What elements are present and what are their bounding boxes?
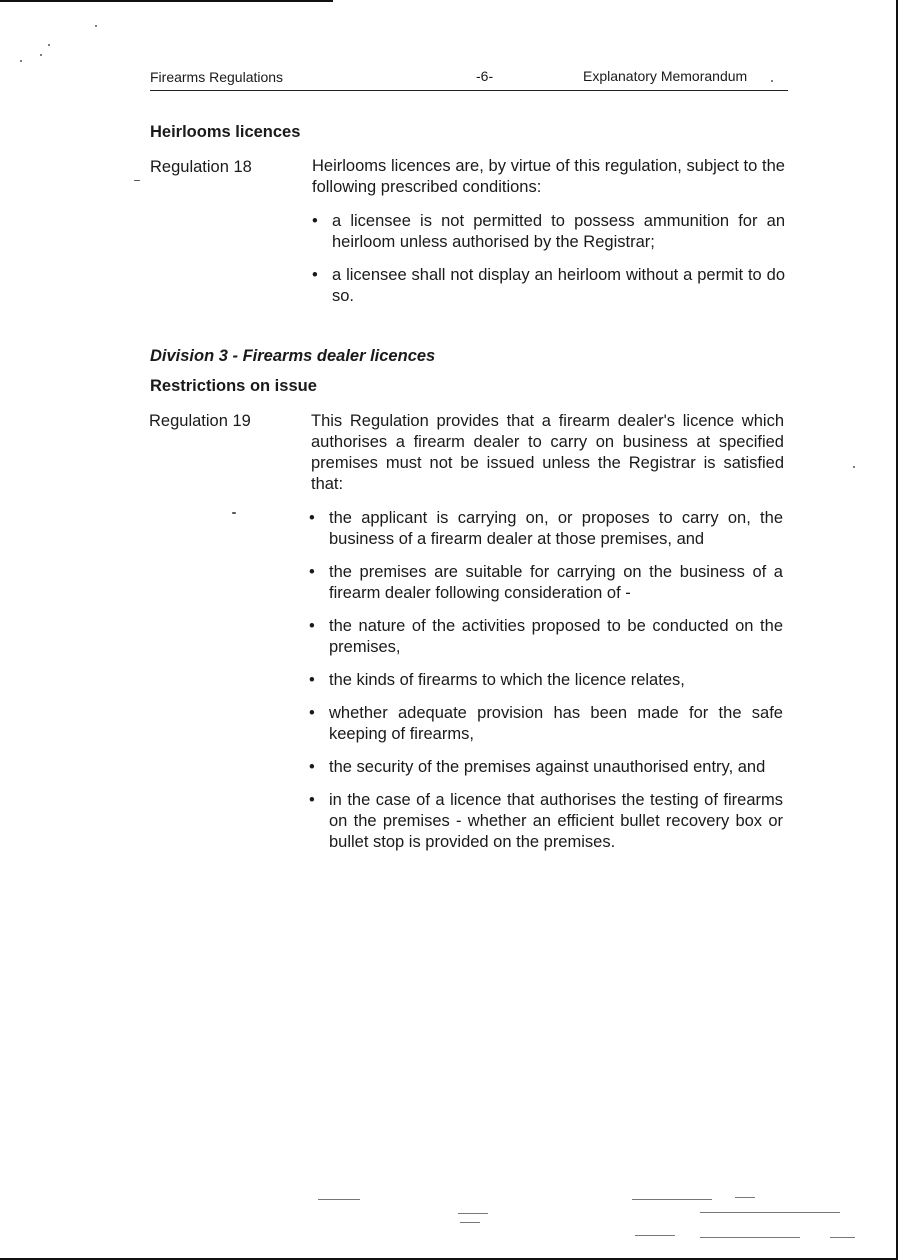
scan-artifact bbox=[735, 1197, 755, 1198]
heirlooms-heading: Heirlooms licences bbox=[150, 123, 301, 141]
bullet-glyph: • bbox=[309, 758, 315, 776]
list-item bbox=[309, 670, 783, 691]
scan-edge-top bbox=[0, 0, 333, 2]
regulation-19-label: Regulation 19 bbox=[149, 412, 251, 430]
page-header bbox=[150, 68, 788, 91]
scan-artifact bbox=[318, 1199, 360, 1200]
regulation-18-intro: Heirlooms licences are, by virtue of this regulation, subject to the following prescribed conditions: bbox=[312, 157, 785, 196]
scan-artifact bbox=[700, 1212, 840, 1213]
bullet-glyph: • bbox=[309, 671, 315, 689]
list-item-text: the kinds of firearms to which the licence relates, bbox=[329, 671, 685, 689]
regulation-18-conditions bbox=[312, 211, 785, 319]
list-item-text: whether adequate provision has been made for the safe keeping of firearms, bbox=[329, 704, 783, 743]
regulation-18-label: Regulation 18 bbox=[150, 158, 252, 176]
header-document-title: Firearms Regulations bbox=[150, 69, 284, 85]
list-item bbox=[312, 211, 785, 253]
header-section-title: Explanatory Memorandum bbox=[583, 68, 748, 84]
scan-artifact bbox=[635, 1235, 675, 1236]
list-item-text: the applicant is carrying on, or proposes to carry on, the business of a firearm dealer at those premises, and bbox=[329, 509, 783, 548]
bullet-glyph: • bbox=[309, 509, 315, 527]
scan-speck bbox=[853, 466, 855, 468]
scan-speck bbox=[95, 25, 97, 27]
list-item bbox=[309, 703, 783, 745]
list-item-text: in the case of a licence that authorises the testing of firearms on the premises - whether an efficient bullet recovery box or bullet stop is provided on the premises. bbox=[329, 791, 783, 851]
list-item-text: the security of the premises against unauthorised entry, and bbox=[329, 758, 766, 776]
scan-speck bbox=[40, 54, 42, 56]
list-item bbox=[309, 562, 783, 604]
list-item bbox=[309, 616, 783, 658]
scan-speck bbox=[48, 44, 50, 46]
regulation-19-conditions bbox=[309, 508, 783, 865]
list-item-text: a licensee is not permitted to possess ammunition for an heirloom unless authorised by the Registrar; bbox=[332, 212, 785, 251]
scan-speck bbox=[134, 180, 140, 181]
list-item bbox=[309, 508, 783, 550]
scan-artifact bbox=[700, 1237, 800, 1238]
list-item bbox=[309, 790, 783, 853]
bullet-glyph: • bbox=[312, 212, 318, 230]
list-item bbox=[312, 265, 785, 307]
bullet-glyph: • bbox=[309, 791, 315, 809]
list-item bbox=[309, 757, 783, 778]
scan-artifact bbox=[460, 1222, 480, 1223]
restrictions-subheading: Restrictions on issue bbox=[150, 377, 317, 395]
bullet-glyph: • bbox=[309, 617, 315, 635]
scan-artifact bbox=[830, 1237, 855, 1238]
scan-speck bbox=[771, 80, 773, 82]
division-3-heading: Division 3 - Firearms dealer licences bbox=[150, 347, 436, 365]
scan-speck bbox=[232, 512, 236, 514]
scan-artifact bbox=[632, 1199, 712, 1200]
regulation-19-intro: This Regulation provides that a firearm dealer's licence which authorises a firearm dealer to carry on business at specified premises must not be issued unless the Registrar is satisfied that: bbox=[311, 412, 784, 493]
scan-speck bbox=[20, 60, 22, 62]
header-page-number: -6- bbox=[476, 68, 494, 84]
list-item-text: a licensee shall not display an heirloom without a permit to do so. bbox=[332, 266, 785, 305]
scan-artifact bbox=[458, 1213, 488, 1214]
bullet-glyph: • bbox=[309, 704, 315, 722]
list-item-text: the nature of the activities proposed to be conducted on the premises, bbox=[329, 617, 783, 656]
bullet-glyph: • bbox=[312, 266, 318, 284]
bullet-glyph: • bbox=[309, 563, 315, 581]
list-item-text: the premises are suitable for carrying on the business of a firearm dealer following consideration of - bbox=[329, 563, 783, 602]
